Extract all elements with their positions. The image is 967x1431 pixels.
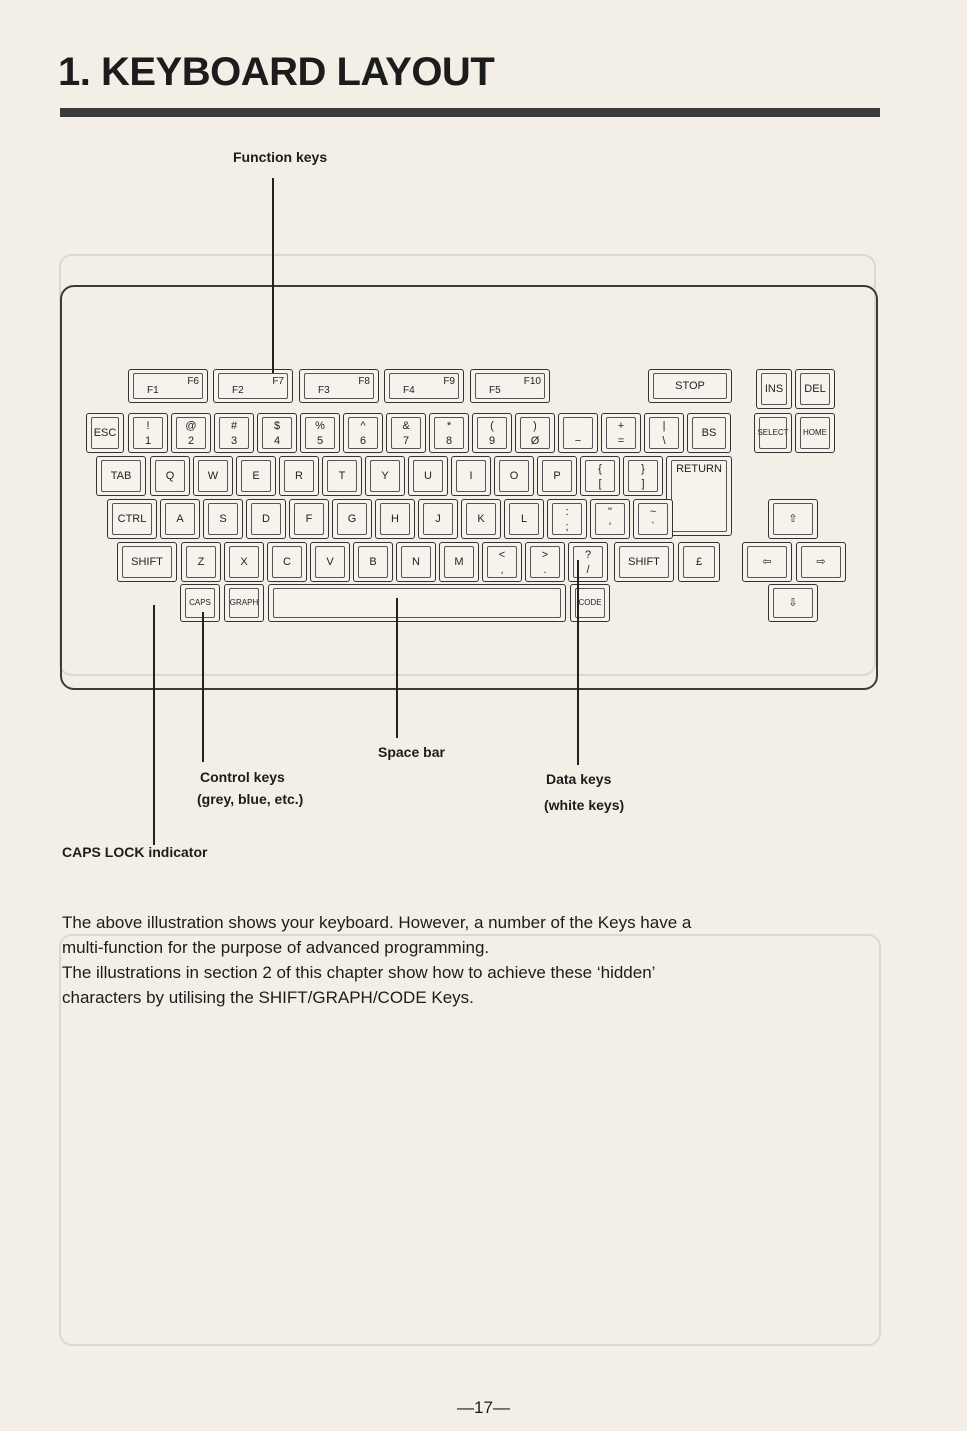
key-legend: F4 bbox=[403, 385, 415, 396]
key-legend: / bbox=[586, 564, 590, 576]
key-legend: R bbox=[295, 470, 303, 482]
title-rule bbox=[60, 108, 880, 117]
key-legend: ( bbox=[490, 420, 494, 432]
key-legend: SHIFT bbox=[131, 556, 163, 568]
key-y[interactable] bbox=[365, 456, 405, 496]
key-legend: ^ bbox=[360, 420, 366, 432]
key-2[interactable] bbox=[171, 413, 211, 453]
punct-key-3[interactable] bbox=[633, 499, 673, 539]
key-legend: @ bbox=[185, 420, 197, 432]
key-legend: HOME bbox=[803, 428, 827, 437]
key-legend: ' bbox=[608, 521, 612, 533]
body-paragraph bbox=[62, 910, 902, 1010]
key-4[interactable] bbox=[257, 413, 297, 453]
key-legend: G bbox=[347, 513, 357, 525]
key-legend: * bbox=[446, 420, 452, 432]
data-keys-sublabel: (white keys) bbox=[544, 797, 625, 813]
key-legend: H bbox=[391, 513, 399, 525]
function-key-f5[interactable] bbox=[470, 369, 550, 403]
key-legend: ⇨ bbox=[816, 556, 826, 568]
key-legend: − bbox=[574, 435, 582, 447]
key-legend: ` bbox=[651, 521, 655, 533]
punct-key-z2[interactable] bbox=[525, 542, 565, 582]
key-legend: \ bbox=[662, 435, 666, 447]
key-7[interactable] bbox=[386, 413, 426, 453]
key-legend: T bbox=[338, 470, 346, 482]
key-legend: " bbox=[608, 506, 612, 518]
key-legend: INS bbox=[764, 383, 784, 395]
key-legend: ~ bbox=[649, 506, 657, 518]
key-1[interactable] bbox=[128, 413, 168, 453]
right-shift-key[interactable] bbox=[614, 542, 674, 582]
key-legend: TAB bbox=[110, 470, 132, 482]
page-title: 1. KEYBOARD LAYOUT bbox=[58, 50, 495, 94]
key-legend: CAPS bbox=[189, 598, 211, 607]
key-10[interactable] bbox=[515, 413, 555, 453]
key-legend: $ bbox=[273, 420, 281, 432]
key-legend: ! bbox=[146, 420, 150, 432]
key-3[interactable] bbox=[214, 413, 254, 453]
key-r[interactable] bbox=[279, 456, 319, 496]
key-legend: STOP bbox=[675, 380, 705, 392]
space-bar-label: Space bar bbox=[378, 744, 445, 760]
key-legend: 3 bbox=[230, 435, 238, 447]
arrow-down-key[interactable] bbox=[768, 584, 818, 622]
arrow-up-key[interactable] bbox=[768, 499, 818, 539]
key-legend: : bbox=[565, 506, 569, 518]
key-legend: 7 bbox=[402, 435, 410, 447]
key-legend: U bbox=[424, 470, 432, 482]
key-legend: M bbox=[454, 556, 464, 568]
key-legend: { bbox=[598, 463, 602, 475]
graph-key[interactable] bbox=[224, 584, 264, 622]
ins-key[interactable] bbox=[756, 369, 792, 409]
data-keys-label: Data keys bbox=[546, 771, 612, 787]
key-legend: ESC bbox=[93, 427, 117, 439]
space-bar[interactable] bbox=[268, 584, 566, 622]
paragraph-line: multi-function for the purpose of advanced programming. bbox=[62, 938, 490, 957]
key-8[interactable] bbox=[429, 413, 469, 453]
key-legend: O bbox=[509, 470, 519, 482]
del-key[interactable] bbox=[795, 369, 835, 409]
key-c[interactable] bbox=[267, 542, 307, 582]
key-5[interactable] bbox=[300, 413, 340, 453]
caps-key[interactable] bbox=[180, 584, 220, 622]
key-legend: F6 bbox=[187, 376, 199, 387]
key-legend: W bbox=[207, 470, 219, 482]
key-legend: [ bbox=[598, 478, 602, 490]
key-legend: ) bbox=[533, 420, 537, 432]
paragraph-line: The illustrations in section 2 of this chapter show how to achieve these ‘hidden’ bbox=[62, 963, 656, 982]
code-key[interactable] bbox=[570, 584, 610, 622]
key-legend: SHIFT bbox=[628, 556, 660, 568]
key-legend: 9 bbox=[488, 435, 496, 447]
key-legend: E bbox=[252, 470, 260, 482]
key-legend: # bbox=[230, 420, 238, 432]
key-legend: BS bbox=[701, 427, 717, 439]
key-legend: 8 bbox=[445, 435, 453, 447]
key-legend: F8 bbox=[358, 376, 370, 387]
key-legend: B bbox=[369, 556, 377, 568]
key-legend: X bbox=[240, 556, 248, 568]
key-d[interactable] bbox=[246, 499, 286, 539]
key-w[interactable] bbox=[193, 456, 233, 496]
punct-key-1[interactable] bbox=[547, 499, 587, 539]
key-g[interactable] bbox=[332, 499, 372, 539]
control-keys-leader bbox=[202, 612, 204, 762]
pound-key[interactable] bbox=[678, 542, 720, 582]
function-key-f4[interactable] bbox=[384, 369, 464, 403]
left-shift-key[interactable] bbox=[117, 542, 177, 582]
key-h[interactable] bbox=[375, 499, 415, 539]
punct-key-z1[interactable] bbox=[482, 542, 522, 582]
key-legend: | bbox=[662, 420, 666, 432]
key-legend: CTRL bbox=[117, 513, 147, 525]
key-u[interactable] bbox=[408, 456, 448, 496]
key-11[interactable] bbox=[558, 413, 598, 453]
key-legend: £ bbox=[695, 556, 703, 568]
key-v[interactable] bbox=[310, 542, 350, 582]
key-legend: S bbox=[219, 513, 227, 525]
caps-lock-leader bbox=[153, 605, 155, 845]
function-keys-leader bbox=[272, 178, 274, 373]
key-legend: ⇧ bbox=[788, 513, 798, 525]
key-legend: Ø bbox=[530, 435, 540, 447]
key-legend: DEL bbox=[804, 383, 826, 395]
key-l[interactable] bbox=[504, 499, 544, 539]
space-bar-leader bbox=[396, 598, 398, 738]
key-t[interactable] bbox=[322, 456, 362, 496]
key-s[interactable] bbox=[203, 499, 243, 539]
caps-lock-indicator-label: CAPS LOCK indicator bbox=[62, 844, 208, 860]
key-legend: F3 bbox=[318, 385, 330, 396]
key-legend: RETURN bbox=[676, 463, 722, 475]
return-key[interactable] bbox=[666, 456, 732, 536]
key-legend: . bbox=[543, 564, 547, 576]
control-keys-sublabel: (grey, blue, etc.) bbox=[197, 791, 304, 807]
key-legend: I bbox=[469, 470, 473, 482]
key-i[interactable] bbox=[451, 456, 491, 496]
function-key-f1[interactable] bbox=[128, 369, 208, 403]
key-f[interactable] bbox=[289, 499, 329, 539]
key-j[interactable] bbox=[418, 499, 458, 539]
key-legend: 4 bbox=[273, 435, 281, 447]
key-legend: C bbox=[283, 556, 291, 568]
key-legend: < bbox=[498, 549, 506, 561]
key-legend: F9 bbox=[443, 376, 455, 387]
select-key[interactable] bbox=[754, 413, 792, 453]
key-legend: J bbox=[435, 513, 441, 525]
key-legend: ⇦ bbox=[762, 556, 772, 568]
key-legend: CODE bbox=[578, 598, 602, 607]
key-legend: Q bbox=[165, 470, 175, 482]
bs-key[interactable] bbox=[687, 413, 731, 453]
home-key[interactable] bbox=[795, 413, 835, 453]
key-e[interactable] bbox=[236, 456, 276, 496]
key-q[interactable] bbox=[150, 456, 190, 496]
punct-key-z3[interactable] bbox=[568, 542, 608, 582]
key-legend: % bbox=[315, 420, 325, 432]
key-legend: F bbox=[305, 513, 313, 525]
key-legend: F7 bbox=[272, 376, 284, 387]
key-legend: ⇩ bbox=[788, 597, 798, 609]
bracket-key-1[interactable] bbox=[580, 456, 620, 496]
ctrl-key[interactable] bbox=[107, 499, 157, 539]
key-legend: 6 bbox=[359, 435, 367, 447]
key-legend: = bbox=[617, 435, 625, 447]
key-legend: F5 bbox=[489, 385, 501, 396]
key-legend: SELECT bbox=[757, 428, 789, 437]
key-6[interactable] bbox=[343, 413, 383, 453]
key-12[interactable] bbox=[601, 413, 641, 453]
function-key-f2[interactable] bbox=[213, 369, 293, 403]
key-k[interactable] bbox=[461, 499, 501, 539]
key-legend: L bbox=[520, 513, 528, 525]
data-keys-leader bbox=[577, 560, 579, 765]
key-o[interactable] bbox=[494, 456, 534, 496]
key-legend: ? bbox=[584, 549, 592, 561]
function-key-f3[interactable] bbox=[299, 369, 379, 403]
key-legend: , bbox=[500, 564, 504, 576]
punct-key-2[interactable] bbox=[590, 499, 630, 539]
key-legend: F1 bbox=[147, 385, 159, 396]
key-p[interactable] bbox=[537, 456, 577, 496]
key-legend: > bbox=[541, 549, 549, 561]
key-legend: Z bbox=[197, 556, 205, 568]
key-legend: & bbox=[402, 420, 410, 432]
key-legend: N bbox=[412, 556, 420, 568]
key-9[interactable] bbox=[472, 413, 512, 453]
key-legend: 5 bbox=[316, 435, 324, 447]
control-keys-label: Control keys bbox=[200, 769, 285, 785]
key-legend: A bbox=[176, 513, 184, 525]
key-m[interactable] bbox=[439, 542, 479, 582]
stop-key[interactable] bbox=[648, 369, 732, 403]
key-legend: F2 bbox=[232, 385, 244, 396]
key-legend: + bbox=[617, 420, 625, 432]
page-number: —17— bbox=[457, 1398, 510, 1417]
key-legend: V bbox=[326, 556, 334, 568]
key-legend: D bbox=[262, 513, 270, 525]
key-n[interactable] bbox=[396, 542, 436, 582]
paragraph-line: The above illustration shows your keyboard. However, a number of the Keys have a bbox=[62, 913, 692, 932]
esc-key[interactable] bbox=[86, 413, 124, 453]
key-legend: ; bbox=[565, 521, 569, 533]
key-legend: ] bbox=[641, 478, 645, 490]
key-legend: 2 bbox=[187, 435, 195, 447]
key-13[interactable] bbox=[644, 413, 684, 453]
arrow-left-key[interactable] bbox=[742, 542, 792, 582]
function-keys-label: Function keys bbox=[233, 149, 328, 165]
key-b[interactable] bbox=[353, 542, 393, 582]
key-legend: K bbox=[477, 513, 485, 525]
key-legend: F10 bbox=[523, 376, 541, 387]
key-legend: P bbox=[553, 470, 561, 482]
paragraph-line: characters by utilising the SHIFT/GRAPH/CODE Keys. bbox=[62, 988, 474, 1007]
bracket-key-2[interactable] bbox=[623, 456, 663, 496]
key-a[interactable] bbox=[160, 499, 200, 539]
arrow-right-key[interactable] bbox=[796, 542, 846, 582]
key-legend: 1 bbox=[144, 435, 152, 447]
key-legend: } bbox=[641, 463, 645, 475]
key-z[interactable] bbox=[181, 542, 221, 582]
tab-key[interactable] bbox=[96, 456, 146, 496]
key-legend: Y bbox=[381, 470, 389, 482]
key-x[interactable] bbox=[224, 542, 264, 582]
key-legend: GRAPH bbox=[229, 598, 259, 607]
